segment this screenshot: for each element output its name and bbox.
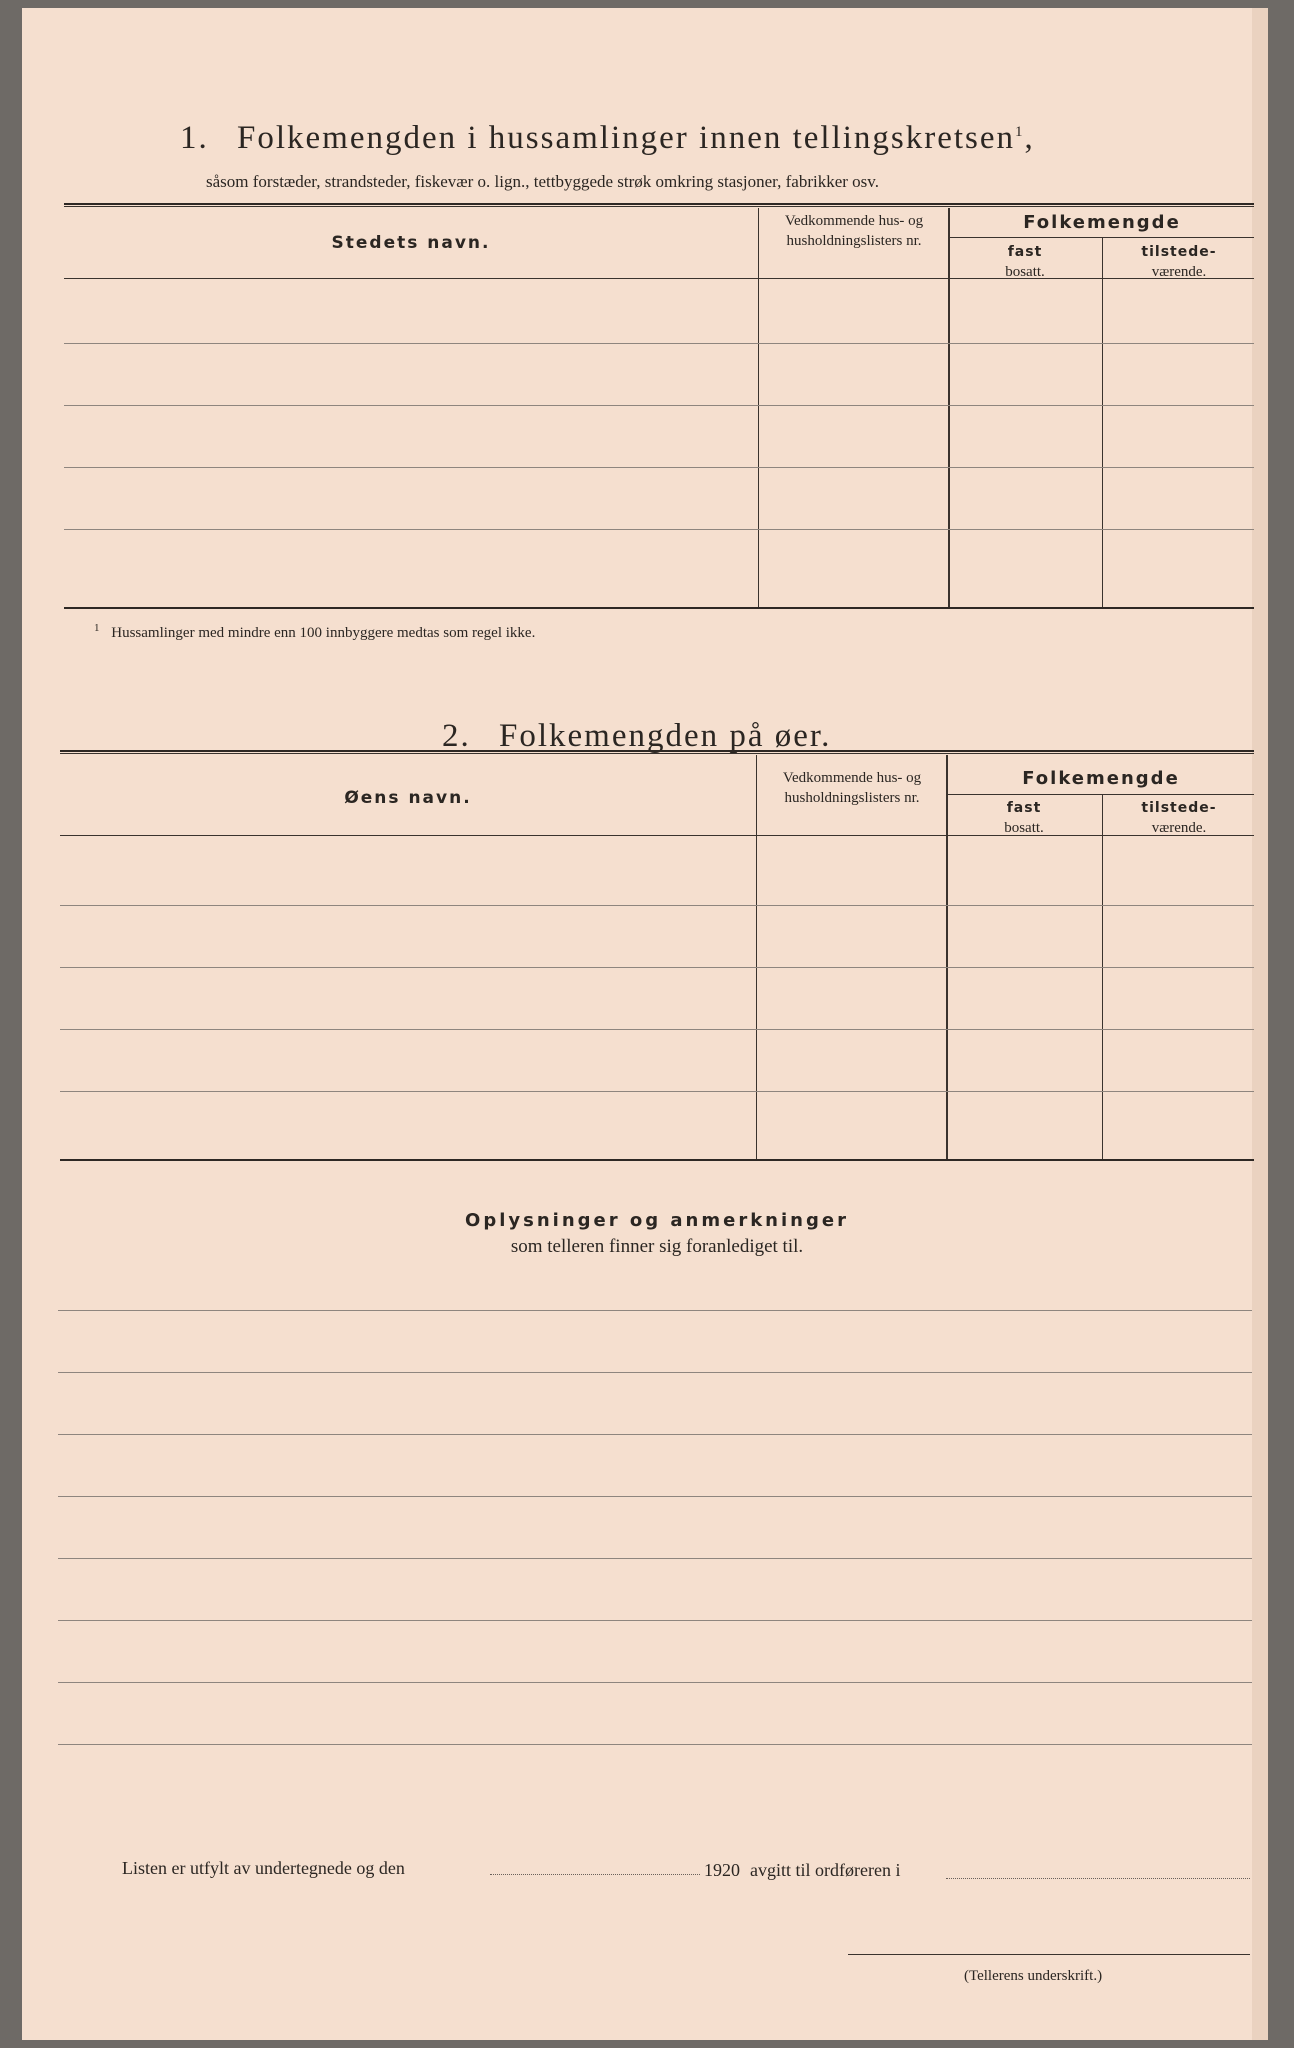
col-fast-label: fast xyxy=(1007,244,1043,260)
footnote-mark: 1 xyxy=(94,622,100,634)
table-row xyxy=(64,343,1254,344)
signature-label: (Tellerens underskrift.) xyxy=(964,1968,1103,1984)
col-vaerende-label: værende. xyxy=(1151,820,1207,836)
col-tilstedevaerende xyxy=(1104,242,1254,282)
section2-title-text: Folkemengden på øer. xyxy=(499,718,832,754)
col-folkemengde: Folkemengde xyxy=(1023,212,1181,233)
remarks-subtitle: som telleren finner sig foranlediget til. xyxy=(510,1236,804,1257)
remarks-line xyxy=(58,1496,1252,1497)
col-vaerende-label: værende. xyxy=(1151,264,1207,280)
section1-footnote xyxy=(94,622,535,642)
table-row xyxy=(64,405,1254,406)
col-tilstede-label: tilstede- xyxy=(1141,244,1217,260)
table-row xyxy=(60,1091,1254,1092)
municipality-field[interactable] xyxy=(946,1878,1250,1879)
census-form-page xyxy=(22,8,1268,2040)
table-row xyxy=(60,1029,1254,1030)
col-fast-label: fast xyxy=(1006,800,1042,816)
col-folkemengde: Folkemengde xyxy=(1022,768,1180,789)
date-field[interactable] xyxy=(490,1874,700,1875)
signature-field[interactable] xyxy=(848,1954,1250,1955)
table-row xyxy=(60,905,1254,906)
section1-title xyxy=(180,120,1035,157)
remarks-line xyxy=(58,1620,1252,1621)
col-list-numbers: Vedkommende hus- og husholdningslisters nr. xyxy=(782,770,922,806)
remarks-line xyxy=(58,1558,1252,1559)
section1-subtitle: såsom forstæder, strandsteder, fiskevær o. lign., tettbyggede strøk omkring stasjoner, fabrikker osv. xyxy=(206,172,879,191)
remarks-line xyxy=(58,1744,1252,1745)
table-row xyxy=(60,967,1254,968)
section2-number: 2. xyxy=(442,718,471,754)
col-tilstede-label: tilstede- xyxy=(1141,800,1217,816)
col-oens-navn: Øens navn. xyxy=(344,788,472,808)
col-bosatt-label: bosatt. xyxy=(1005,264,1045,280)
signature-text-b: avgitt til ordføreren i xyxy=(750,1860,901,1880)
remarks-title: Oplysninger og anmerkninger xyxy=(465,1210,849,1231)
table-row xyxy=(64,467,1254,468)
signature-year: 1920 xyxy=(704,1860,740,1880)
col-tilstedevaerende xyxy=(1104,798,1254,838)
signature-text-a: Listen er utfylt av undertegnede og den xyxy=(122,1858,405,1878)
table-row xyxy=(64,529,1254,530)
col-stedets-navn: Stedets navn. xyxy=(331,233,491,253)
col-list-numbers: Vedkommende hus- og husholdningslisters nr. xyxy=(784,213,924,249)
remarks-line xyxy=(58,1310,1252,1311)
section1-footnote-mark: 1 xyxy=(1015,124,1025,140)
footnote-text: Hussamlinger med mindre enn 100 innbyggere medtas som regel ikke. xyxy=(111,625,536,641)
remarks-line xyxy=(58,1372,1252,1373)
col-bosatt-label: bosatt. xyxy=(1004,820,1044,836)
section1-number: 1. xyxy=(180,120,209,156)
col-fast-bosatt xyxy=(948,798,1100,838)
remarks-line xyxy=(58,1682,1252,1683)
section1-title-suffix: , xyxy=(1024,120,1035,156)
section1-title-text: Folkemengden i hussamlinger innen tellingskretsen xyxy=(237,120,1016,156)
col-fast-bosatt xyxy=(950,242,1100,282)
remarks-line xyxy=(58,1434,1252,1435)
